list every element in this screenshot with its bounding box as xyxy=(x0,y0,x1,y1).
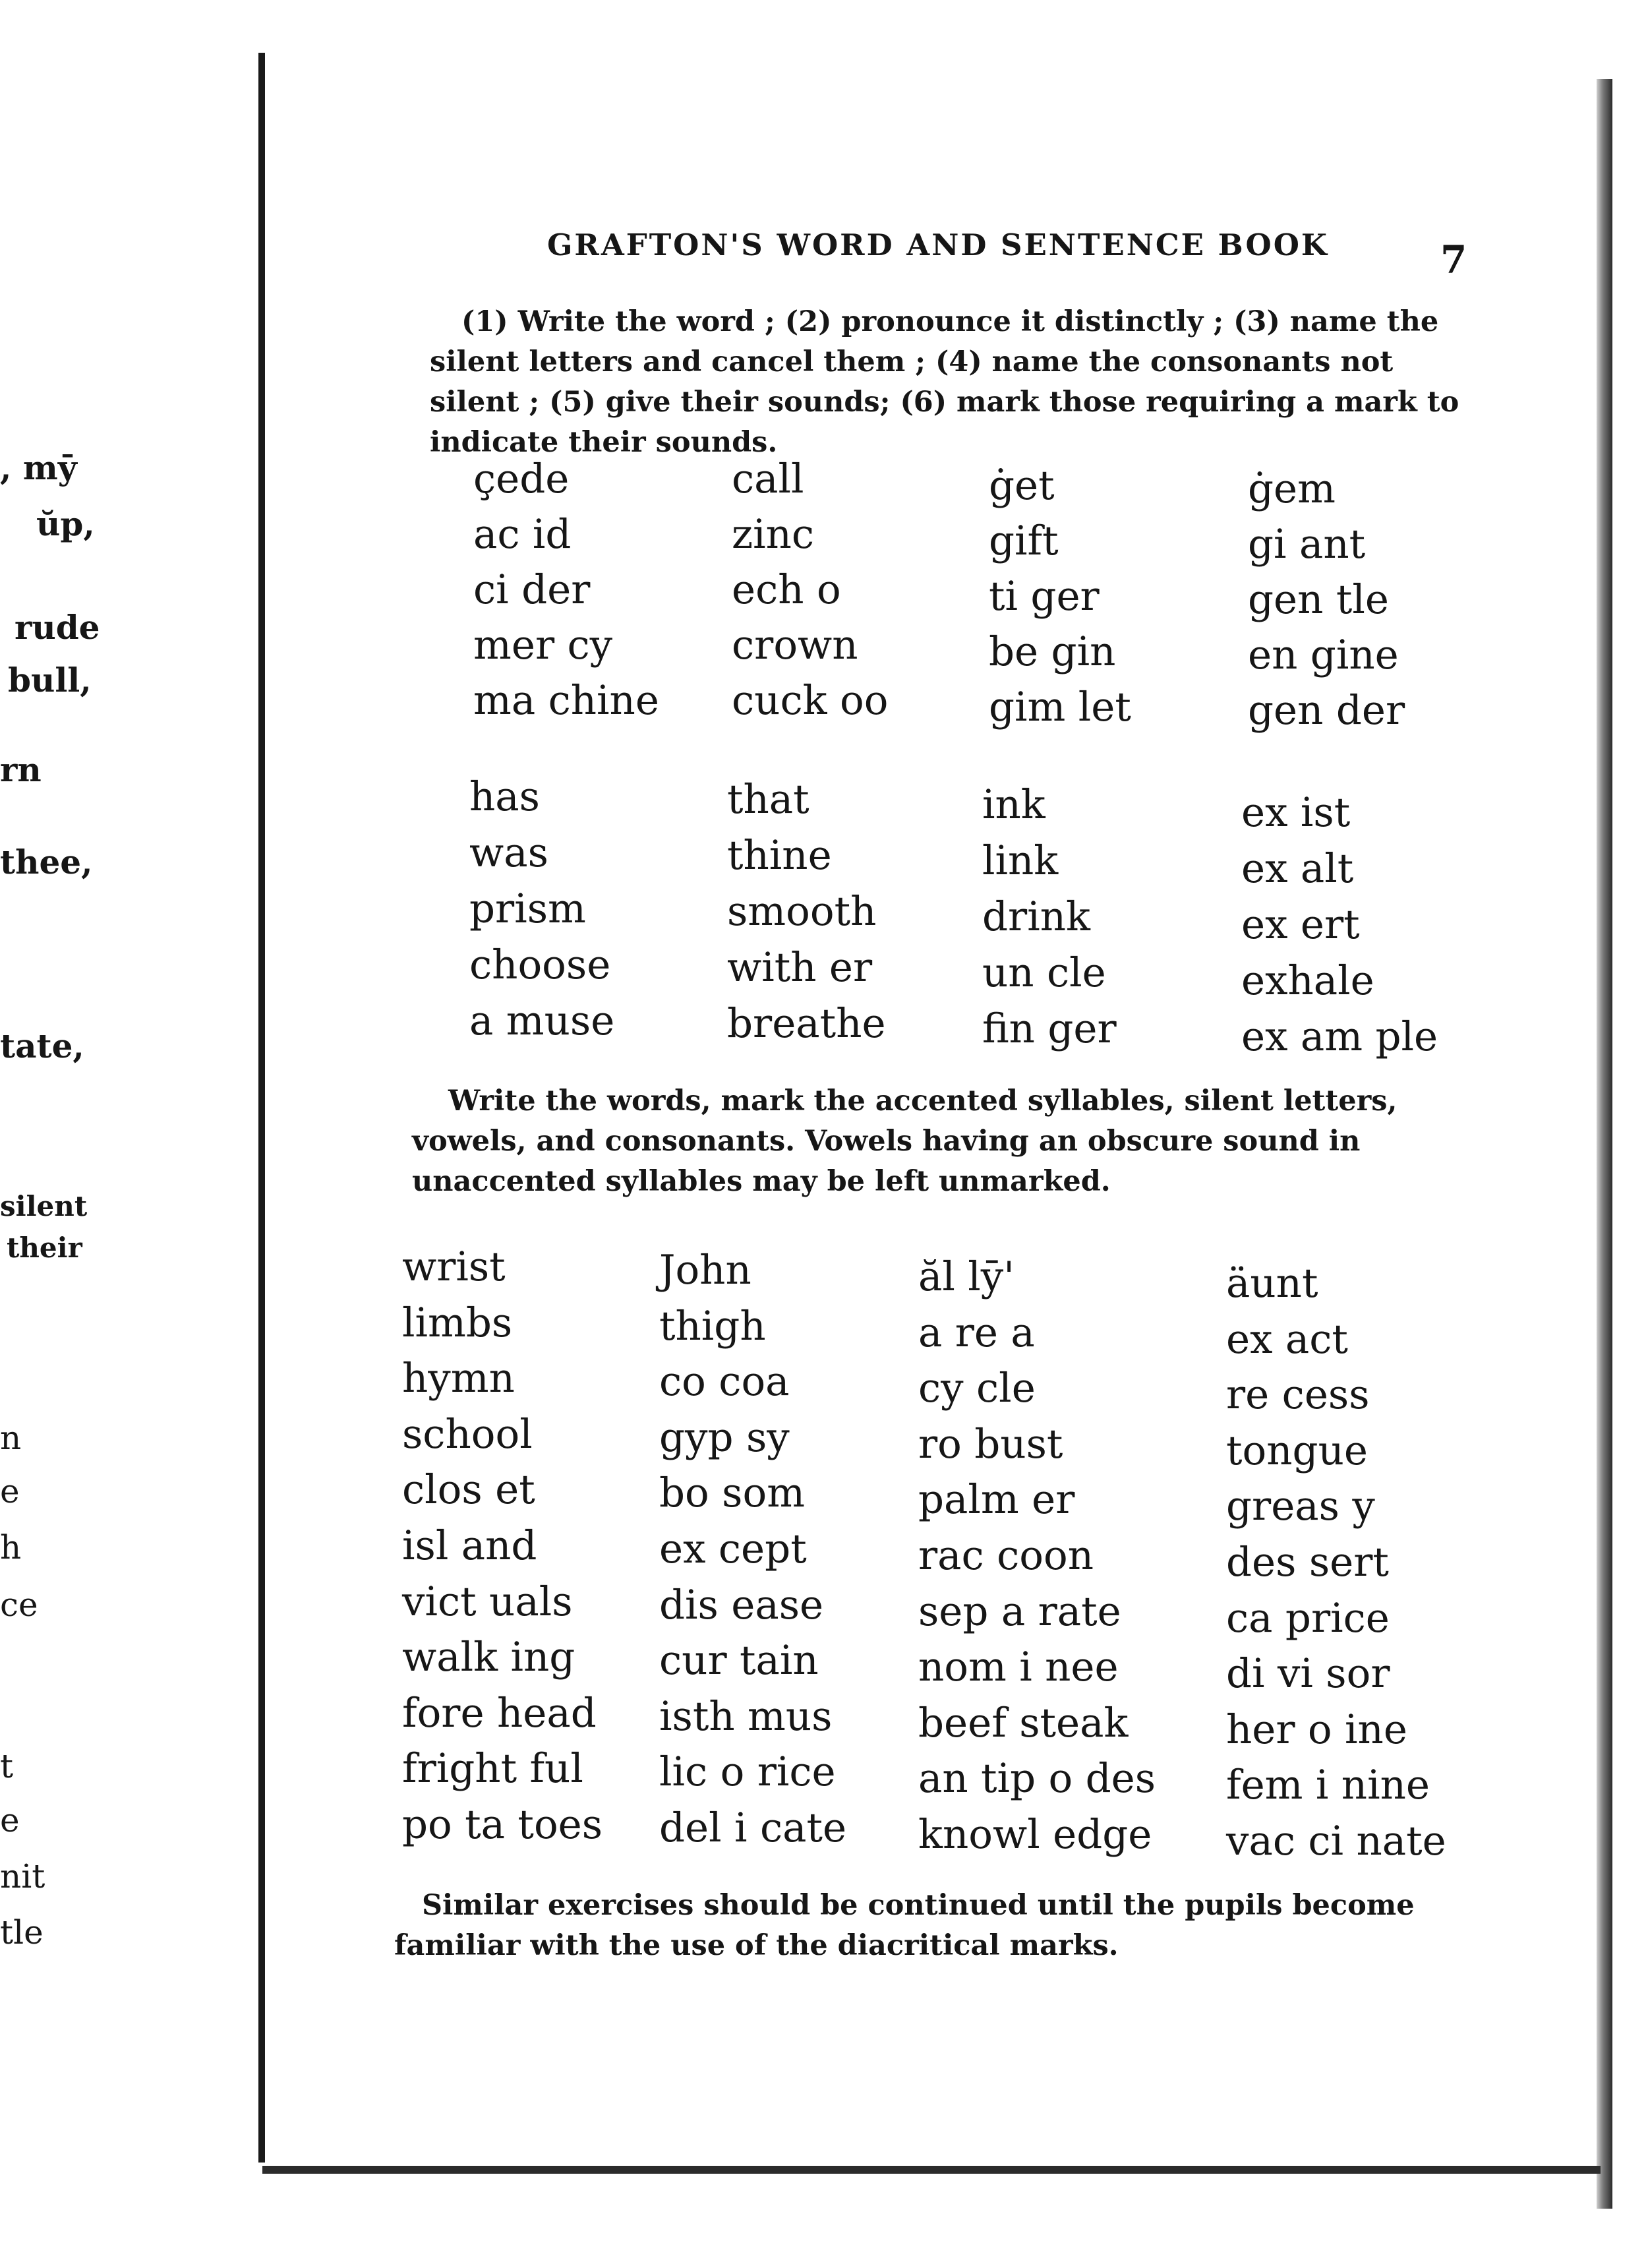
word: beef steak xyxy=(918,1699,1129,1746)
word-column xyxy=(402,1239,603,1853)
word: del i cate xyxy=(659,1804,847,1851)
running-head: GRAFTON'S WORD AND SENTENCE BOOK xyxy=(547,227,1330,262)
word: ca price xyxy=(1226,1594,1390,1642)
word: be gin xyxy=(989,628,1116,675)
word: ci der xyxy=(473,566,591,613)
word: ġet xyxy=(989,462,1055,509)
word: ăl lȳ' xyxy=(918,1253,1015,1300)
word: bo som xyxy=(659,1470,806,1517)
facing-page-fragment xyxy=(0,40,257,2176)
word: çede xyxy=(473,456,570,502)
word: ex act xyxy=(1226,1315,1348,1363)
closing-note: Similar exercises should be continued until the pupils become familiar with the use of the diacritical marks. xyxy=(394,1889,1415,1962)
word: fright ful xyxy=(402,1745,583,1793)
word: gyp sy xyxy=(659,1414,790,1461)
word: di vi sor xyxy=(1226,1650,1390,1698)
word: fin ger xyxy=(982,1005,1117,1052)
word: smooth xyxy=(727,888,877,935)
word: gift xyxy=(989,518,1059,564)
word: was xyxy=(469,829,548,876)
word: fem i nine xyxy=(1226,1762,1430,1809)
word: hymn xyxy=(402,1355,515,1402)
word: vac ci nate xyxy=(1226,1817,1446,1865)
word: call xyxy=(732,456,804,502)
word: school xyxy=(402,1410,533,1458)
word: isth mus xyxy=(659,1692,833,1740)
word-column xyxy=(659,1243,846,1857)
left-fragment: e xyxy=(0,1801,20,1839)
word: has xyxy=(469,773,540,820)
word: John xyxy=(659,1247,751,1294)
word: prism xyxy=(469,885,586,932)
word: drink xyxy=(982,893,1090,940)
left-fragment: ce xyxy=(0,1586,38,1624)
word: with er xyxy=(727,944,873,991)
word: ex ist xyxy=(1241,789,1351,836)
word: breathe xyxy=(727,1000,886,1047)
word: nom i nee xyxy=(918,1644,1119,1691)
word: rac coon xyxy=(918,1532,1094,1579)
word: crown xyxy=(732,622,858,669)
word: thine xyxy=(727,832,832,879)
word: dis ease xyxy=(659,1581,824,1628)
word: ex alt xyxy=(1241,845,1354,892)
word: choose xyxy=(469,941,611,988)
word: gen tle xyxy=(1248,576,1389,623)
word: vict uals xyxy=(402,1578,573,1625)
word-column xyxy=(1248,462,1405,738)
left-fragment: e xyxy=(0,1472,20,1510)
word: po ta toes xyxy=(402,1801,603,1848)
word: ex am ple xyxy=(1241,1013,1438,1060)
word: ac id xyxy=(473,511,572,558)
word: ti ger xyxy=(989,573,1100,620)
left-fragment: n xyxy=(0,1419,22,1457)
left-fragment: , mȳ xyxy=(0,448,77,487)
word: cuck oo xyxy=(732,677,889,724)
word: a re a xyxy=(918,1309,1035,1356)
word: an tip o des xyxy=(918,1755,1156,1803)
word-column xyxy=(473,452,659,729)
word: ex cept xyxy=(659,1525,807,1572)
word: palm er xyxy=(918,1476,1075,1524)
page-number: 7 xyxy=(1440,237,1467,282)
word: wrist xyxy=(402,1243,506,1290)
left-fragment: rude xyxy=(15,608,100,647)
word: ink xyxy=(982,781,1045,828)
book-gutter xyxy=(258,53,265,2163)
word: ġem xyxy=(1248,465,1336,512)
page-edge-shadow xyxy=(1597,79,1612,2209)
word: cur tain xyxy=(659,1637,819,1685)
word: ma chine xyxy=(473,677,659,724)
word: her o ine xyxy=(1226,1706,1407,1753)
word: co coa xyxy=(659,1358,790,1406)
left-fragment: silent xyxy=(0,1190,88,1222)
left-fragment: t xyxy=(0,1747,14,1785)
word: link xyxy=(982,837,1059,884)
word: ech o xyxy=(732,566,841,613)
word-column xyxy=(918,1249,1156,1863)
word: mer cy xyxy=(473,622,613,669)
word-column xyxy=(989,458,1131,735)
word: walk ing xyxy=(402,1634,575,1681)
left-fragment: ŭp, xyxy=(36,504,95,543)
word: gi ant xyxy=(1248,521,1366,568)
left-fragment: nit xyxy=(0,1857,45,1895)
word: ro bust xyxy=(918,1420,1063,1468)
left-fragment: thee, xyxy=(0,843,93,881)
word-column xyxy=(1226,1256,1446,1870)
instructions-paragraph-2: Write the words, mark the accented syllables, silent letters, vowels, and consonants. Vowels having an obscure sound in unaccented syllables may be left unmarked. xyxy=(412,1085,1398,1198)
word: thigh xyxy=(659,1302,766,1350)
word: en gine xyxy=(1248,632,1399,678)
word: limbs xyxy=(402,1299,513,1346)
left-fragment: their xyxy=(7,1232,82,1264)
word: knowl edge xyxy=(918,1810,1152,1858)
word: a muse xyxy=(469,998,615,1044)
left-fragment: bull, xyxy=(8,661,92,700)
word: sep a rate xyxy=(918,1588,1121,1635)
word: that xyxy=(727,776,809,823)
word: ex ert xyxy=(1241,901,1360,948)
word: un cle xyxy=(982,949,1106,996)
word-column xyxy=(469,769,614,1049)
word: äunt xyxy=(1226,1260,1318,1307)
left-fragment: tate, xyxy=(0,1027,84,1065)
word-column xyxy=(732,452,888,729)
word: exhale xyxy=(1241,957,1374,1004)
word: gen der xyxy=(1248,687,1405,734)
word-column xyxy=(727,771,886,1052)
left-fragment: tle xyxy=(0,1913,44,1952)
left-fragment: rn xyxy=(0,750,42,789)
word-column xyxy=(1241,785,1438,1065)
word: zinc xyxy=(732,511,815,558)
word: re cess xyxy=(1226,1371,1370,1419)
word: des sert xyxy=(1226,1538,1389,1586)
word: tongue xyxy=(1226,1427,1368,1474)
left-fragment: h xyxy=(0,1528,22,1567)
word: fore head xyxy=(402,1689,597,1737)
word: isl and xyxy=(402,1522,537,1569)
word: gim let xyxy=(989,684,1131,731)
word: greas y xyxy=(1226,1483,1375,1530)
word-column xyxy=(982,777,1117,1057)
word: cy cle xyxy=(918,1365,1036,1412)
page-bottom-edge xyxy=(262,2166,1601,2174)
word: lic o rice xyxy=(659,1748,836,1796)
word: clos et xyxy=(402,1466,535,1514)
instructions-paragraph: (1) Write the word ; (2) pronounce it distinctly ; (3) name the silent letters and cancel them ; (4) name the consonants not silent ; (5) give their sounds; (6) mark those requiring a mark to indicate their sounds. xyxy=(430,305,1459,459)
